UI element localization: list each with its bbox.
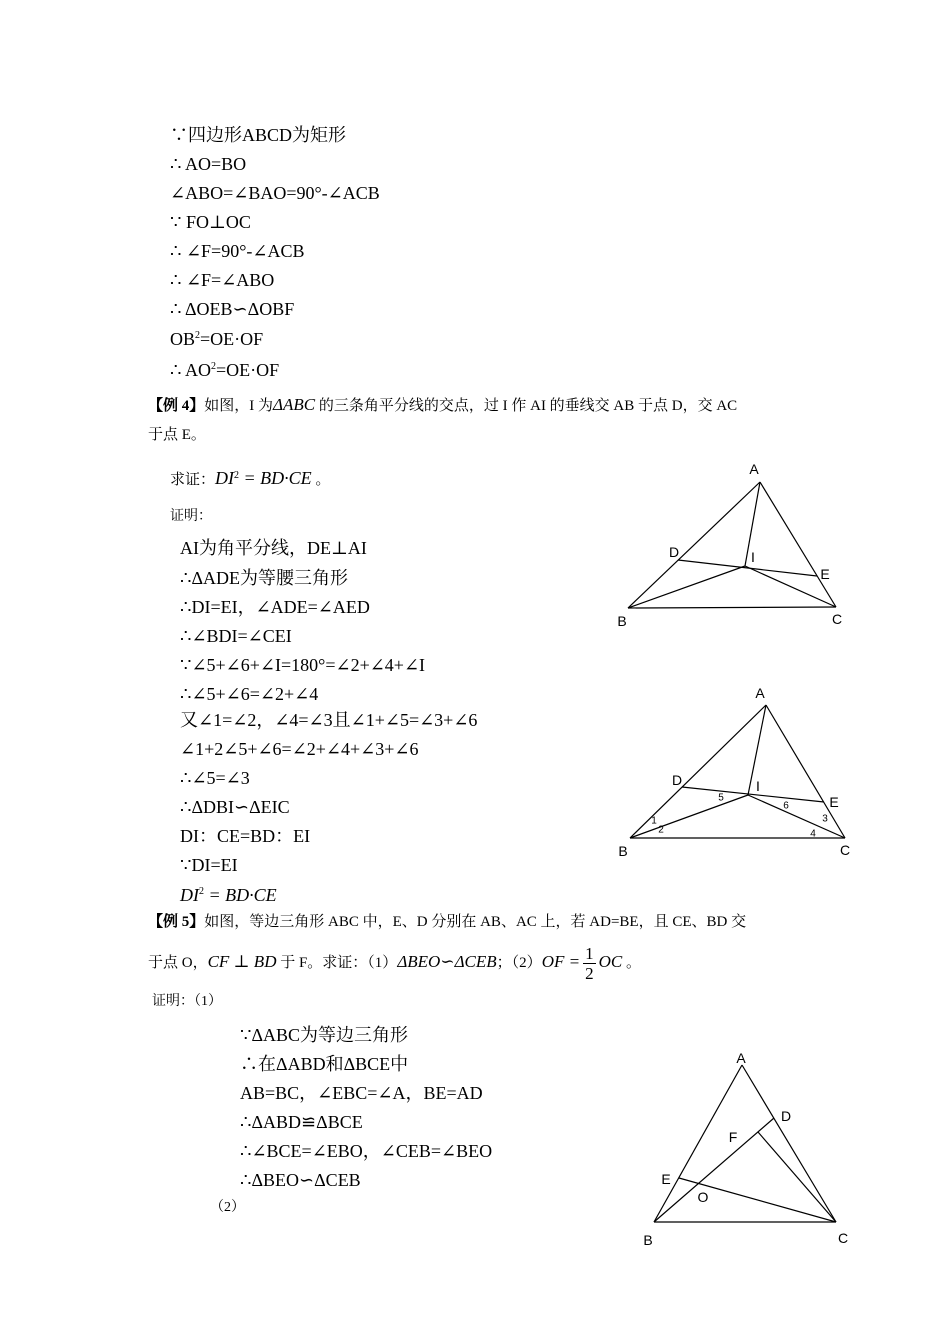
example-label: 【例 4】 (148, 398, 205, 414)
statement-text: 于 F。求证：（1） (276, 955, 398, 971)
proof-line: ∴∠5=∠3 (180, 768, 250, 788)
point-label-c: C (831, 611, 843, 627)
point-label-o: O (697, 1189, 709, 1205)
proof-line: ∴ ∠F=∠ABO (170, 270, 275, 290)
exponent: 2 (234, 470, 240, 481)
point-label-c: C (839, 842, 851, 858)
math-rest: = BD·CE (204, 885, 277, 905)
angle-label-4: 4 (810, 828, 816, 840)
point-label-e: E (820, 566, 830, 582)
point-label-a: A (749, 461, 759, 477)
point-label-d: D (780, 1108, 792, 1124)
example-5-statement-line-1 (148, 910, 746, 934)
proof-line: ∴ΔBEO∽ΔCEB (240, 1170, 361, 1190)
example-5-statement-line-2 (148, 944, 641, 982)
exponent: 2 (210, 361, 216, 372)
point-label-d: D (668, 544, 680, 560)
proof-line: ∴DI=EI，∠ADE=∠AED (180, 597, 370, 617)
segment-bd (654, 1118, 774, 1222)
math-base: DI (180, 885, 199, 905)
proof-line: ∴∠BCE=∠EBO，∠CEB=∠BEO (240, 1141, 493, 1161)
prove-label: 求证： (170, 472, 216, 488)
figure-3-equilateral-triangle-diagram (640, 1050, 860, 1250)
proof-line: ∴ΔADE为等腰三角形 (180, 568, 349, 588)
figure-2-triangle-diagram (610, 680, 860, 865)
proof-line: ∵ΔABC为等边三角形 (240, 1025, 409, 1045)
proof-label: 证明： (170, 509, 212, 524)
point-label-i: I (751, 549, 755, 565)
point-label-c: C (837, 1230, 849, 1246)
segment-bc (628, 607, 836, 608)
statement-math: OF = (541, 952, 581, 971)
proof-line: ∴∠BDI=∠CEI (180, 626, 292, 646)
example-4-statement-line-2: 于点 E。 (148, 427, 206, 443)
proof-line: ∴∠5+∠6=∠2+∠4 (180, 684, 319, 704)
figure-1-triangle-diagram (610, 455, 850, 635)
segment-bi (630, 792, 748, 838)
proof-label: 证明：（1） (152, 994, 222, 1009)
proof-line: ∵ FO⊥OC (170, 212, 251, 232)
angle-label-5: 5 (718, 792, 724, 804)
proof-line: ∴ΔDBI∽ΔEIC (180, 797, 290, 817)
point-label-f: F (728, 1129, 738, 1145)
exponent: 2 (195, 330, 201, 341)
fraction (583, 945, 596, 982)
proof-line: AI为角平分线，DE⊥AI (180, 538, 367, 558)
statement-math: ΔABC (273, 395, 316, 414)
segment-ab (628, 482, 760, 608)
segment-de (678, 560, 817, 576)
proof-line: ∵DI=EI (180, 855, 238, 875)
proof-line: DI：CE=BD：EI (180, 826, 311, 846)
math-rest: = BD·CE (239, 468, 312, 488)
point-label-e: E (661, 1171, 671, 1187)
proof-line (180, 883, 277, 907)
proof-line: 又∠1=∠2，∠4=∠3且∠1+∠5=∠3+∠6 (180, 710, 478, 730)
math-base: OB (170, 329, 196, 349)
proof-line: AB=BC，∠EBC=∠A，BE=AD (240, 1083, 483, 1103)
point-label-a: A (755, 685, 765, 701)
math-rest: =OE·OF (215, 360, 280, 380)
segment-ac (766, 705, 845, 838)
segment-cf (758, 1132, 836, 1222)
statement-text: 。 (622, 955, 641, 971)
angle-label-1: 1 (651, 815, 657, 827)
exponent: 2 (199, 886, 204, 897)
example-label: 【例 5】 (148, 914, 205, 930)
statement-math: CF ⊥ BD (207, 952, 277, 971)
segment-ac (760, 482, 836, 607)
part-2-label: （2） (210, 1200, 245, 1215)
proof-line: ∠1+2∠5+∠6=∠2+∠4+∠3+∠6 (180, 739, 419, 759)
example-4-statement-line-1 (148, 393, 737, 418)
statement-text: 于点 O， (148, 955, 208, 971)
math-base: DI (215, 468, 235, 488)
proof-line (170, 358, 279, 382)
point-label-e: E (829, 794, 839, 810)
example-4-prove-line (170, 466, 330, 492)
point-label-b: B (617, 613, 627, 629)
angle-label-6: 6 (783, 800, 789, 812)
point-label-a: A (736, 1050, 746, 1066)
point-label-b: B (643, 1232, 653, 1248)
proof-line: ∵四边形ABCD为矩形 (170, 125, 347, 145)
proof-line (170, 327, 263, 351)
prove-suffix: 。 (311, 472, 331, 488)
segment-ac (742, 1065, 836, 1222)
math-base: ∴ AO (170, 360, 211, 380)
proof-line: ∴在ΔABD和ΔBCE中 (240, 1054, 409, 1074)
statement-math: ΔBEO∽ΔCEB (397, 952, 497, 971)
statement-text: ；（2） (496, 955, 542, 971)
statement-text: 如图，等边三角形 ABC 中，E、D 分别在 AB、AC 上，若 AD=BE，且 CE、BD 交 (204, 914, 747, 930)
angle-label-3: 3 (822, 813, 828, 825)
point-label-b: B (618, 843, 628, 859)
angle-label-2: 2 (658, 824, 664, 836)
statement-math: OC (598, 952, 623, 971)
statement-text: 如图，I 为 (204, 398, 274, 414)
point-label-d: D (671, 772, 683, 788)
segment-de (682, 787, 824, 802)
proof-line: ∴ AO=BO (170, 154, 247, 174)
fraction-numerator: 1 (585, 944, 594, 964)
proof-line: ∴ ∠F=90°-∠ACB (170, 241, 305, 261)
proof-line: ∴ΔABD≌ΔBCE (240, 1112, 363, 1132)
fraction-denominator: 2 (585, 964, 594, 984)
proof-line: ∠ABO=∠BAO=90°-∠ACB (170, 183, 380, 203)
statement-text: 的三条角平分线的交点，过 I 作 AI 的垂线交 AB 于点 D，交 AC (315, 398, 738, 414)
proof-line: ∴ ΔOEB∽ΔOBF (170, 299, 295, 319)
point-label-i: I (756, 778, 760, 794)
proof-line: ∵∠5+∠6+∠I=180°=∠2+∠4+∠I (180, 655, 426, 675)
math-rest: =OE·OF (200, 329, 264, 349)
segment-bi (628, 566, 745, 608)
